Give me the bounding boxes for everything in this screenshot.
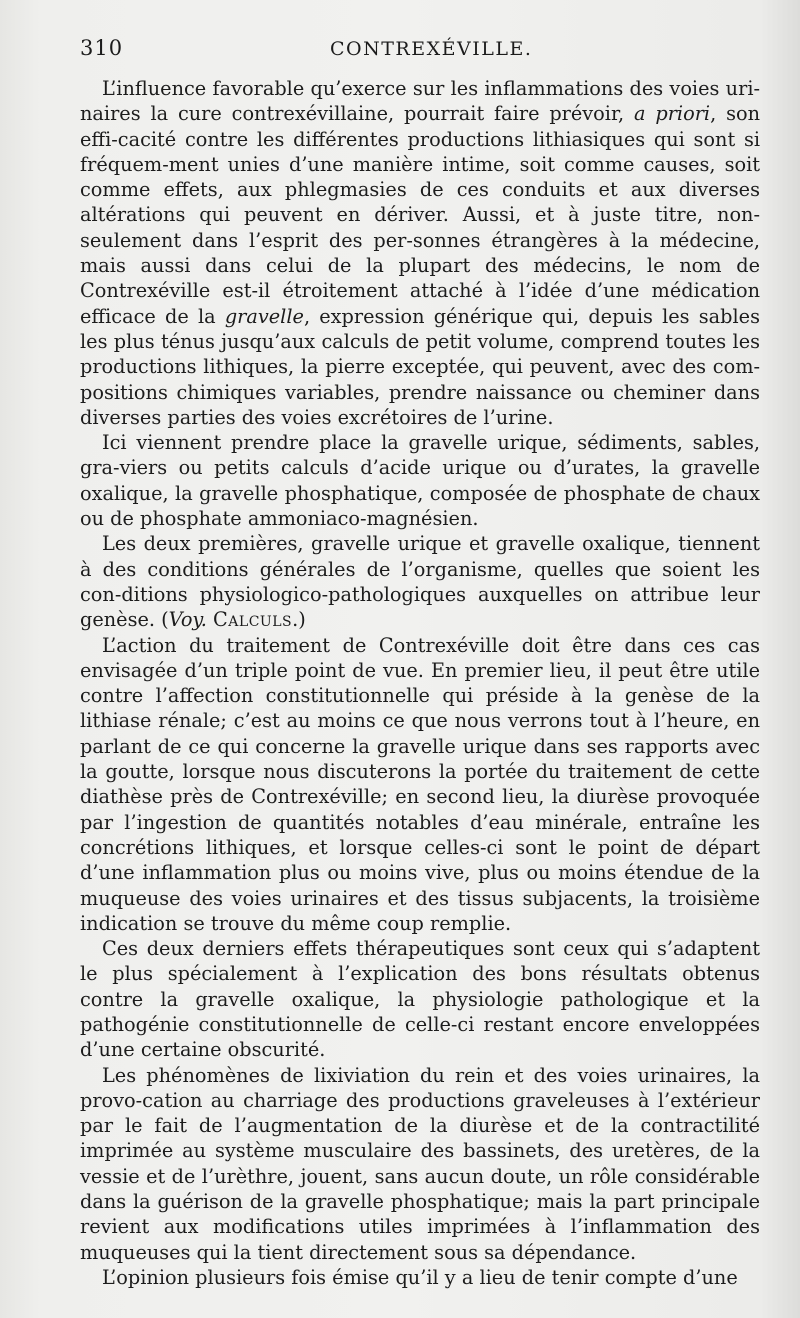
text-segment: .) (292, 608, 306, 632)
italic-text: gravelle (224, 304, 304, 328)
text-segment: L’opinion plusieurs fois émise qu’il y a lieu de tenir compte d’une (102, 1265, 738, 1289)
text-segment: L’influence favorable qu’exerce sur les inflammations des voies uri-naires la cure contrexévillaine, pourrait faire prévoir, (80, 77, 760, 126)
text-segment: Ces deux derniers effets thérapeutiques sont ceux qui s’adaptent le plus spécialement à l’explication des bons résultats obtenus contre la gravelle oxalique, la physiologie pathologique et la pathogénie constitutionnelle de celle-ci restant encore enveloppées d’une certaine obscurité. (80, 937, 760, 1062)
italic-text: Voy. (168, 608, 207, 632)
text-segment: Les deux premières, gravelle urique et gravelle oxalique, tiennent à des conditions générales de l’organisme, quelles que soient les con-ditions physiologico-pathologiques auxquelles on attribue leur genèse. ( (80, 532, 760, 632)
text-segment: Ici viennent prendre place la gravelle urique, sédiments, sables, gra-viers ou petits calculs d’acide urique ou d’urates, la gravelle oxalique, la gravelle phosphatique, composée de phosphate de chaux ou de phosphate ammoniaco-magnésien. (80, 431, 760, 531)
text-segment: , son effi-cacité contre les différentes productions lithiasiques qui sont si fréquem-ment unies d’une manière intime, soit comme causes, soit comme effets, aux phlegmasies de ces conduits et aux diverses altérations qui peuvent en dériver. Aussi, et à juste titre, non-seulement dans l’esprit des per-sonnes étrangères à la médecine, mais aussi dans celui de la plupart des médecins, le nom de Contrexéville est-il étroitement attaché à l’idée d’une médication efficace de la (80, 102, 760, 328)
paragraph (80, 633, 760, 937)
italic-text: a priori (634, 102, 711, 126)
page-number: 310 (80, 36, 124, 60)
smallcaps-text: Calculs (213, 608, 293, 632)
running-head: CONTREXÉVILLE. (330, 38, 533, 60)
text-segment: L’action du traitement de Contrexéville doit être dans ces cas envisagée d’un triple point de vue. En premier lieu, il peut être utile contre l’affection constitutionnelle qui préside à la genèse de la lithiase rénale; c’est au moins ce que nous verrons tout à l’heure, en parlant de ce qui concerne la gravelle urique dans ses rapports avec la goutte, lorsque nous discuterons la portée du traitement de cette diathèse près de Contrexéville; en second lieu, la diurèse provoquée par l’ingestion de quantités notables d’eau minérale, entraîne les concrétions lithiques, et lorsque celles-ci sont le point de départ d’une inflammation plus ou moins vive, plus ou moins étendue de la muqueuse des voies urinaires et des tissus subjacents, la troisième indication se trouve du même coup remplie. (80, 633, 760, 935)
paragraph (80, 430, 760, 531)
body-text (80, 76, 760, 1290)
paragraph (80, 936, 760, 1062)
paragraph (80, 1265, 760, 1290)
paragraph (80, 1063, 760, 1265)
text-segment: Les phénomènes de lixiviation du rein et des voies urinaires, la provo-cation au charriage des productions graveleuses à l’extérieur par le fait de l’augmentation de la diurèse et de la contractilité imprimée au système musculaire des bassinets, des uretères, de la vessie et de l’urèthre, jouent, sans aucun doute, un rôle considérable dans la guérison de la gravelle phosphatique; mais la part principale revient aux modifications utiles imprimées à l’inflammation des muqueuses qui la tient directement sous sa dépendance. (80, 1063, 760, 1264)
paragraph (80, 76, 760, 430)
page-header (80, 36, 760, 76)
paragraph (80, 531, 760, 632)
text-segment: , expression générique qui, depuis les sables les plus ténus jusqu’aux calculs de petit volume, comprend toutes les productions lithiques, la pierre exceptée, qui peuvent, avec des com-positions chimiques variables, prendre naissance ou cheminer dans diverses parties des voies excrétoires de l’urine. (80, 304, 760, 429)
